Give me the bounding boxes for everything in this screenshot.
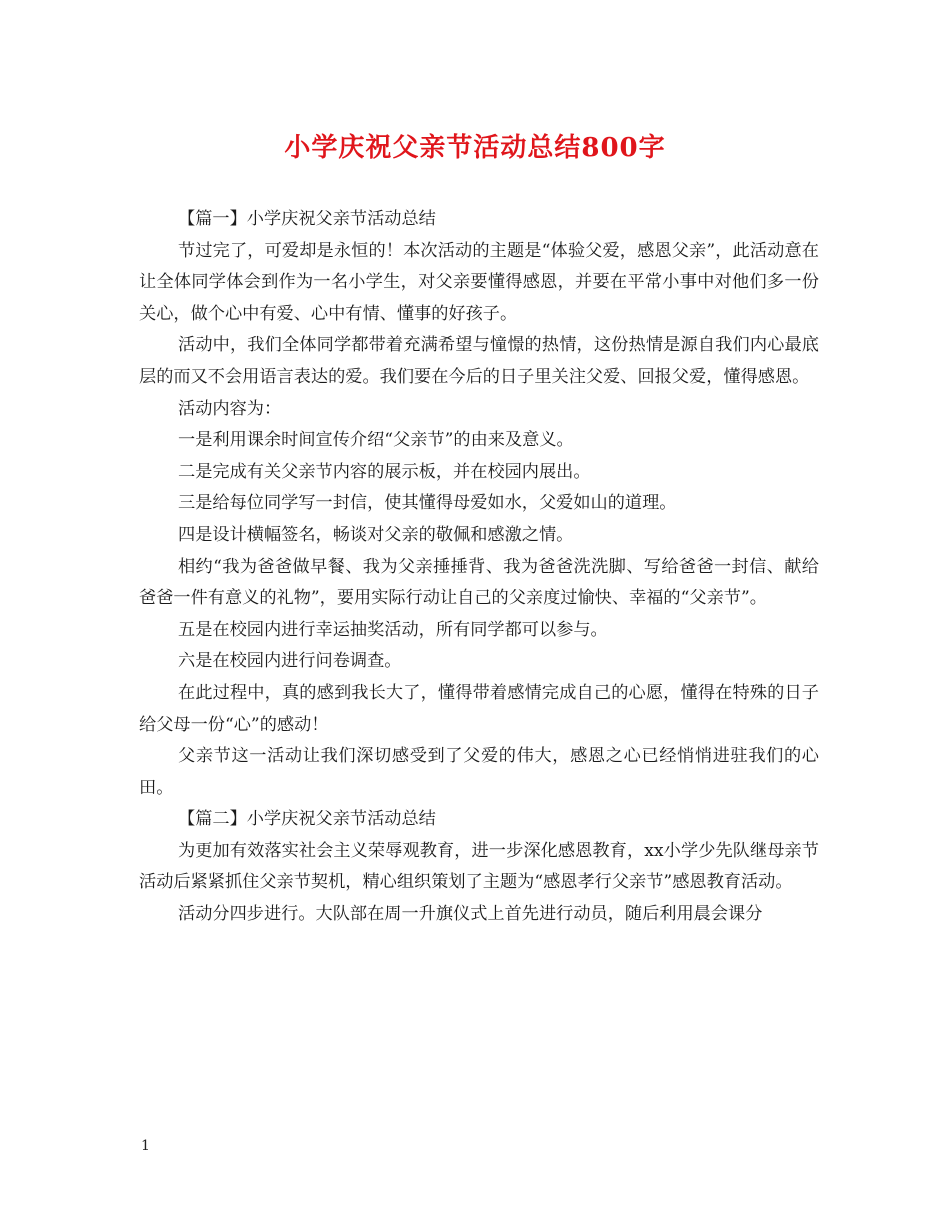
document-body: [139, 204, 819, 931]
list-item: 四是设计横幅签名，畅谈对父亲的敬佩和感激之情。: [178, 524, 574, 545]
list-item: 六是在校园内进行问卷调查。: [178, 651, 402, 672]
list-item: 三是给每位同学写一封信，使其懂得母爱如水，父爱如山的道理。: [178, 493, 677, 514]
paragraph: 父亲节这一活动让我们深切感受到了父爱的伟大，感恩之心已经悄悄进驻我们的心田。: [139, 746, 819, 798]
paragraph: 活动内容为：: [178, 398, 282, 419]
section-heading-2: 【篇二】小学庆祝父亲节活动总结: [178, 809, 436, 830]
page-number: 1: [141, 1138, 150, 1154]
list-item: 二是完成有关父亲节内容的展示板，并在校园内展出。: [178, 461, 591, 482]
paragraph: 相约“我为爸爸做早餐、我为父亲捶捶背、我为爸爸洗洗脚、写给爸爸一封信、献给爸爸一件有意义的礼物”，要用实际行动让自己的父亲度过愉快、幸福的“父亲节”。: [139, 556, 819, 609]
section-heading-1: 【篇一】小学庆祝父亲节活动总结: [178, 209, 436, 229]
list-item: 五是在校园内进行幸运抽奖活动，所有同学都可以参与。: [178, 619, 608, 640]
paragraph: 在此过程中，真的感到我长大了，懂得带着感情完成自己的心愿，懂得在特殊的日子给父母一份“心”的感动！: [139, 682, 819, 735]
paragraph: 为更加有效落实社会主义荣辱观教育，进一步深化感恩教育，xx小学少先队继母亲节活动后紧紧抓住父亲节契机，精心组织策划了主题为“感恩孝行父亲节”感恩教育活动。: [139, 840, 819, 893]
paragraph: 活动中，我们全体同学都带着充满希望与憧憬的热情，这份热情是源自我们内心最底层的而又不会用语言表达的爱。我们要在今后的日子里关注父爱、回报父爱，懂得感恩。: [139, 335, 819, 387]
document-title: 小学庆祝父亲节活动总结800字: [284, 133, 666, 163]
paragraph: 活动分四步进行。大队部在周一升旗仪式上首先进行动员，随后利用晨会课分: [178, 904, 763, 925]
list-item: 一是利用课余时间宣传介绍“父亲节”的由来及意义。: [178, 430, 574, 451]
paragraph: 节过完了，可爱却是永恒的！本次活动的主题是“体验父爱，感恩父亲”，此活动意在让全体同学体会到作为一名小学生，对父亲要懂得感恩，并要在平常小事中对他们多一份关心，做个心中有爱、心中有情、懂事的好孩子。: [139, 240, 819, 324]
